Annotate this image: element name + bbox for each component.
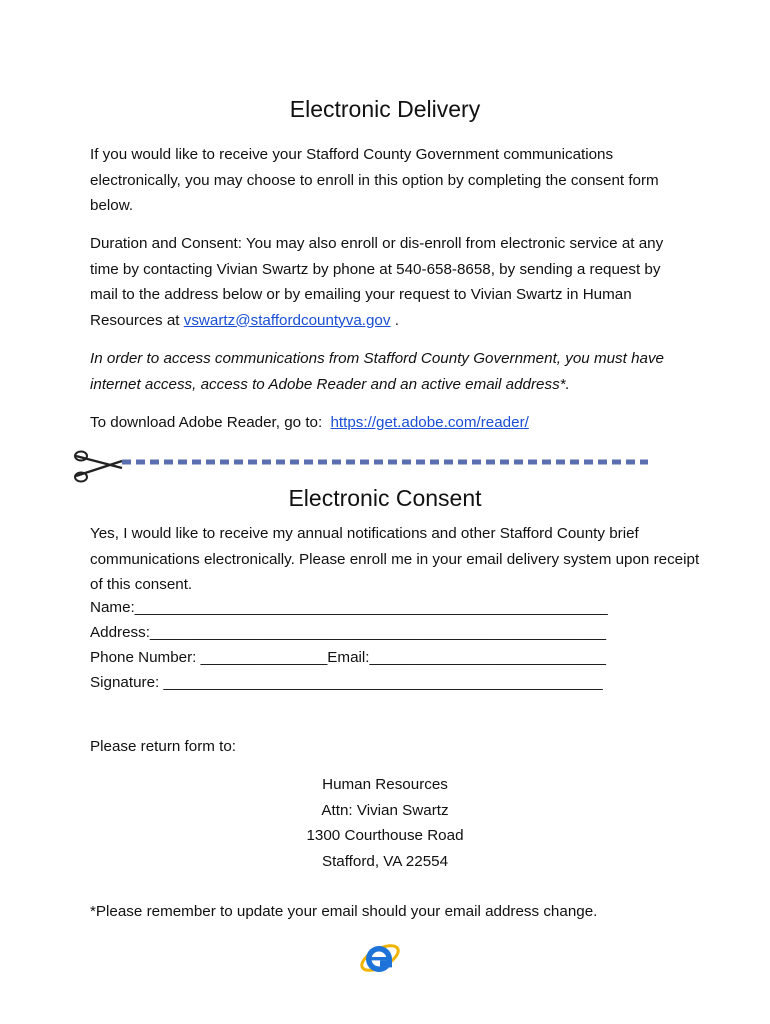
- duration-end: .: [394, 311, 399, 329]
- address-field[interactable]: Address:______________________________________________________: [90, 624, 607, 641]
- name-field[interactable]: Name:________________________________________________________: [90, 599, 608, 616]
- duration-paragraph: [90, 231, 690, 333]
- signature-field[interactable]: Signature: ____________________________________________________: [90, 674, 603, 691]
- return-address: [0, 772, 770, 874]
- address-line: Human Resources: [322, 776, 448, 793]
- internet-explorer-icon: [358, 936, 402, 980]
- consent-statement: Yes, I would like to receive my annual notifications and other Stafford County brief communications electronically. Please enroll me in your email delivery system upon receipt of this consent.: [90, 525, 700, 593]
- email-link[interactable]: vswartz@staffordcountyva.gov: [183, 311, 391, 329]
- delivery-intro: If you would like to receive your Stafford County Government communications electronically, you may choose to enroll in this option by completing the consent form below.: [90, 146, 659, 214]
- adobe-reader-link[interactable]: https://get.adobe.com/reader/: [330, 414, 529, 431]
- requirement-note: In order to access communications from Stafford County Government, you must have internet access, access to Adobe Reader and an active email address*.: [90, 350, 665, 393]
- download-prefix: To download Adobe Reader, go to:: [90, 414, 323, 431]
- delivery-title: Electronic Delivery: [289, 96, 481, 122]
- duration-text: Duration and Consent: You may also enroll or dis-enroll from electronic service at any time by contacting Vivian Swartz by phone at 540-658-8658, by sending a request by mail to the address below or by emailing your request to Vivian Swartz in Human Resources at: [90, 235, 664, 329]
- download-line: [90, 410, 690, 436]
- consent-title: Electronic Consent: [288, 485, 482, 511]
- phone-email-field[interactable]: Phone Number: _______________Email:____________________________: [90, 649, 606, 666]
- scissors-icon: [75, 452, 122, 482]
- address-line: Stafford, VA 22554: [321, 852, 449, 870]
- address-line: Attn: Vivian Swartz: [321, 801, 449, 819]
- return-label: Please return form to:: [90, 738, 237, 755]
- cut-line: [72, 450, 652, 486]
- footnote: *Please remember to update your email should your email address change.: [90, 903, 598, 920]
- address-line: 1300 Courthouse Road: [306, 827, 464, 844]
